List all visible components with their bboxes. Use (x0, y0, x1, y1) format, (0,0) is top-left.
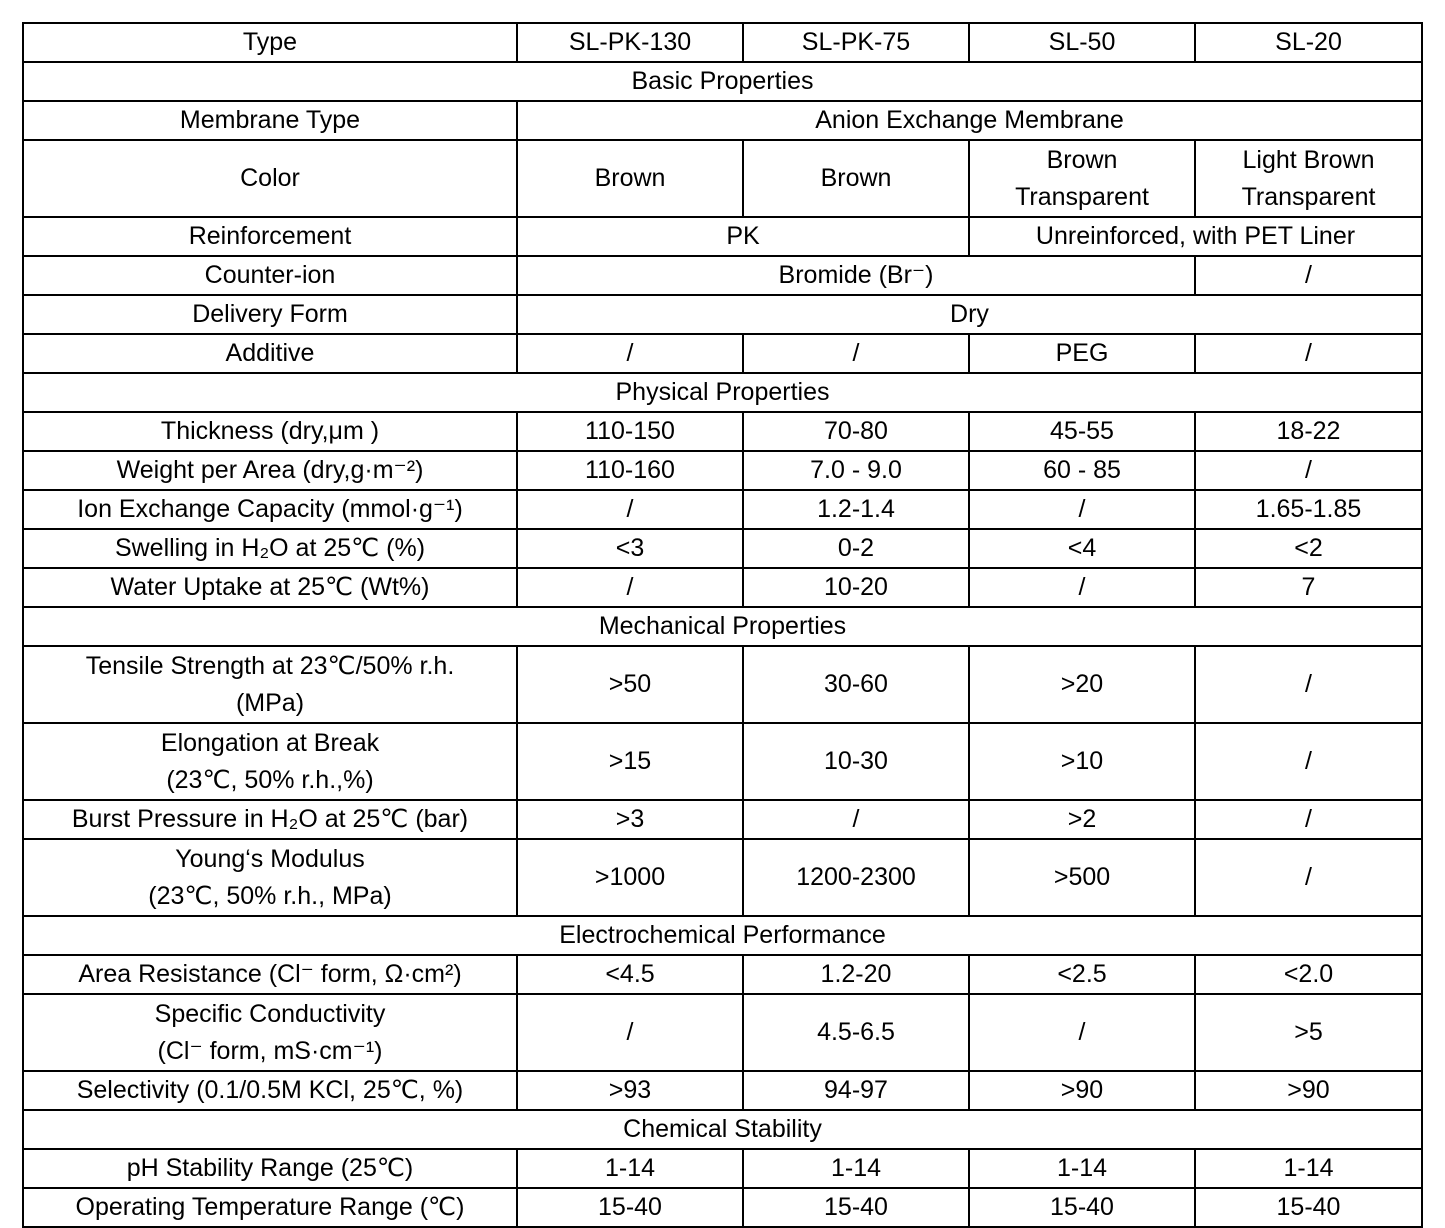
row-value: >10 (969, 723, 1195, 800)
section-title-mechanical: Mechanical Properties (23, 607, 1422, 646)
row-value: / (517, 490, 743, 529)
row-value: 18-22 (1195, 412, 1422, 451)
row-value: 110-150 (517, 412, 743, 451)
row-value: <4 (969, 529, 1195, 568)
section-title-basic: Basic Properties (23, 62, 1422, 101)
row-value: / (1195, 723, 1422, 800)
row-value: 4.5-6.5 (743, 994, 969, 1071)
row-value: PEG (969, 334, 1195, 373)
row-value: 15-40 (517, 1188, 743, 1227)
section-title-electrochemical: Electrochemical Performance (23, 916, 1422, 955)
label-line: (23℃, 50% r.h.,%) (166, 765, 374, 794)
section-row (23, 916, 1422, 955)
table-row (23, 1188, 1422, 1227)
table-row (23, 1071, 1422, 1110)
row-value: 1.2-1.4 (743, 490, 969, 529)
header-product: SL-20 (1195, 23, 1422, 62)
membrane-spec-table (22, 22, 1423, 1228)
row-value: 15-40 (1195, 1188, 1422, 1227)
row-value: <4.5 (517, 955, 743, 994)
row-label: Color (23, 140, 517, 217)
row-value: >90 (969, 1071, 1195, 1110)
row-value: >90 (1195, 1071, 1422, 1110)
header-product: SL-50 (969, 23, 1195, 62)
row-value: Dry (517, 295, 1422, 334)
section-title-chemical: Chemical Stability (23, 1110, 1422, 1149)
table-row (23, 529, 1422, 568)
table-row (23, 256, 1422, 295)
row-value: 60 - 85 (969, 451, 1195, 490)
row-value: >500 (969, 839, 1195, 916)
row-value: 7.0 - 9.0 (743, 451, 969, 490)
header-product: SL-PK-130 (517, 23, 743, 62)
table-row (23, 295, 1422, 334)
row-value: 1-14 (969, 1149, 1195, 1188)
section-row (23, 373, 1422, 412)
row-value: 1-14 (517, 1149, 743, 1188)
row-value: 10-30 (743, 723, 969, 800)
row-value: 7 (1195, 568, 1422, 607)
label-line: (MPa) (235, 688, 305, 717)
row-value: / (517, 994, 743, 1071)
row-value: / (1195, 256, 1422, 295)
row-label (23, 723, 517, 800)
spec-table-container (22, 22, 1423, 1228)
row-value: 30-60 (743, 646, 969, 723)
row-value: <2.0 (1195, 955, 1422, 994)
row-value: >2 (969, 800, 1195, 839)
table-row (23, 723, 1422, 800)
value-line: Light Brown (1242, 145, 1375, 174)
row-value: / (1195, 451, 1422, 490)
row-value: >5 (1195, 994, 1422, 1071)
row-value: >50 (517, 646, 743, 723)
row-value: / (969, 568, 1195, 607)
table-row (23, 217, 1422, 256)
table-row (23, 646, 1422, 723)
row-value: 15-40 (743, 1188, 969, 1227)
row-label: pH Stability Range (25℃) (23, 1149, 517, 1188)
row-value: Brown (743, 140, 969, 217)
header-row (23, 23, 1422, 62)
row-value: Unreinforced, with PET Liner (969, 217, 1422, 256)
table-row (23, 451, 1422, 490)
row-label: Selectivity (0.1/0.5M KCl, 25℃, %) (23, 1071, 517, 1110)
row-value: / (743, 800, 969, 839)
row-value: >1000 (517, 839, 743, 916)
row-label (23, 839, 517, 916)
row-label: Water Uptake at 25℃ (Wt%) (23, 568, 517, 607)
row-value: 15-40 (969, 1188, 1195, 1227)
row-label: Additive (23, 334, 517, 373)
value-line: Brown (1046, 145, 1118, 174)
row-value: / (743, 334, 969, 373)
row-value: / (969, 994, 1195, 1071)
row-value: 1200-2300 (743, 839, 969, 916)
row-value: / (517, 568, 743, 607)
row-value: / (969, 490, 1195, 529)
header-product: SL-PK-75 (743, 23, 969, 62)
row-label: Weight per Area (dry,g·m⁻²) (23, 451, 517, 490)
table-row (23, 994, 1422, 1071)
row-value: >20 (969, 646, 1195, 723)
row-value: Bromide (Br⁻) (517, 256, 1195, 295)
section-row (23, 1110, 1422, 1149)
label-line: Tensile Strength at 23℃/50% r.h. (85, 651, 455, 680)
section-row (23, 62, 1422, 101)
row-value: / (1195, 334, 1422, 373)
value-line: Transparent (1015, 182, 1149, 211)
label-line: (23℃, 50% r.h., MPa) (148, 881, 392, 910)
table-row (23, 140, 1422, 217)
row-value: 1.65-1.85 (1195, 490, 1422, 529)
row-value: 1.2-20 (743, 955, 969, 994)
row-value: >93 (517, 1071, 743, 1110)
row-label: Ion Exchange Capacity (mmol·g⁻¹) (23, 490, 517, 529)
row-label: Swelling in H₂O at 25℃ (%) (23, 529, 517, 568)
label-line: (Cl⁻ form, mS·cm⁻¹) (157, 1036, 383, 1065)
row-label: Area Resistance (Cl⁻ form, Ω·cm²) (23, 955, 517, 994)
row-value: / (1195, 839, 1422, 916)
row-value: 110-160 (517, 451, 743, 490)
row-label (23, 646, 517, 723)
row-value: / (1195, 646, 1422, 723)
row-label: Delivery Form (23, 295, 517, 334)
header-type-label: Type (23, 23, 517, 62)
row-value: Brown (517, 140, 743, 217)
table-row (23, 800, 1422, 839)
row-value: 0-2 (743, 529, 969, 568)
row-value: 1-14 (743, 1149, 969, 1188)
table-row (23, 955, 1422, 994)
table-row (23, 490, 1422, 529)
row-value: 45-55 (969, 412, 1195, 451)
row-value: <3 (517, 529, 743, 568)
row-value: 10-20 (743, 568, 969, 607)
label-line: Specific Conductivity (154, 999, 386, 1028)
row-label: Membrane Type (23, 101, 517, 140)
row-label: Thickness (dry,μm ) (23, 412, 517, 451)
row-value: / (517, 334, 743, 373)
section-row (23, 607, 1422, 646)
row-value: PK (517, 217, 969, 256)
row-value: >3 (517, 800, 743, 839)
row-value: <2 (1195, 529, 1422, 568)
table-row (23, 412, 1422, 451)
table-row (23, 1149, 1422, 1188)
table-row (23, 101, 1422, 140)
row-value: >15 (517, 723, 743, 800)
row-value: / (1195, 800, 1422, 839)
value-line: Transparent (1241, 182, 1376, 211)
label-line: Young‘s Modulus (175, 844, 365, 873)
label-line: Elongation at Break (160, 728, 380, 757)
row-label: Counter-ion (23, 256, 517, 295)
row-label: Burst Pressure in H₂O at 25℃ (bar) (23, 800, 517, 839)
row-value: 70-80 (743, 412, 969, 451)
table-row (23, 568, 1422, 607)
section-title-physical: Physical Properties (23, 373, 1422, 412)
row-label (23, 994, 517, 1071)
row-value (969, 140, 1195, 217)
row-value (1195, 140, 1422, 217)
row-value: <2.5 (969, 955, 1195, 994)
row-label: Operating Temperature Range (℃) (23, 1188, 517, 1227)
row-value: 94-97 (743, 1071, 969, 1110)
row-label: Reinforcement (23, 217, 517, 256)
row-value: Anion Exchange Membrane (517, 101, 1422, 140)
table-row (23, 839, 1422, 916)
row-value: 1-14 (1195, 1149, 1422, 1188)
table-row (23, 334, 1422, 373)
